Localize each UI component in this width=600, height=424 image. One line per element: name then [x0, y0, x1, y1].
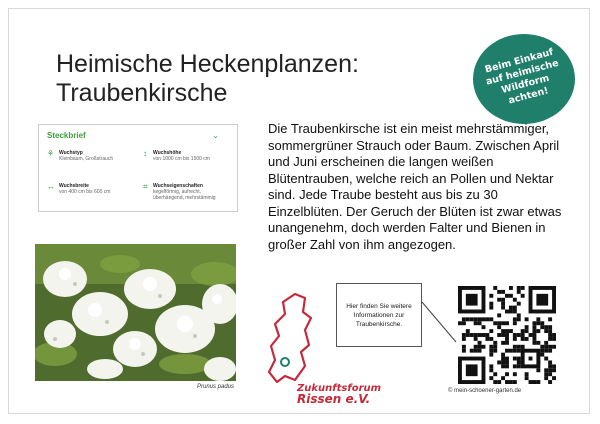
page-title [56, 50, 359, 108]
description-text: Die Traubenkirsche ist ein meist mehrstämmiger, sommergrüner Strauch oder Baum. Zwischen April und Juni erscheinen die langen weißen Blütentrauben, welche reich an Pollen und Nektar sind. Jede Traube besteht aus bis zu 30 Einzelblüten. Der Geruch der Blüten ist zwar etwas unangenehm, doch werden Falter und Bienen in großer Zahl von ihm angezogen. [268, 121, 562, 252]
steckbrief-label: Wuchseigenschaften [153, 183, 203, 189]
steckbrief-value: von 400 cm bis 600 cm [59, 189, 111, 195]
photo-caption: Prunus padus [197, 384, 235, 390]
title-line-2: Traubenkirsche [56, 79, 228, 107]
steckbrief-value: Kleinbaum, Großstrauch [59, 156, 114, 162]
steckbrief-header: Steckbrief [47, 131, 86, 140]
steckbrief-label: Wuchsbreite [59, 183, 89, 189]
pointer-line [420, 300, 460, 346]
plant-icon: ⚘ [47, 149, 55, 158]
steckbrief-card [38, 124, 238, 212]
qr-caption: © mein-schoener-garten.de [448, 388, 522, 394]
steckbrief-label: Wuchstyp [59, 150, 83, 156]
blossom-photo [35, 244, 236, 381]
wildform-badge [473, 34, 575, 124]
zukunftsforum-logo [265, 290, 315, 390]
steckbrief-label: Wuchshöhe [153, 150, 182, 156]
steckbrief-item [59, 183, 129, 195]
steckbrief-value: kegelförmig, aufrecht, überhängend, mehrstämmig [153, 189, 216, 201]
info-note-text: Hier finden Sie weitere Informationen zur Traubenkirsche. [346, 302, 412, 328]
info-note-box [336, 283, 422, 347]
steckbrief-item [59, 150, 129, 162]
badge-text: Beim Einkauf auf heimische Wildform achten! [483, 46, 560, 107]
logo-line-2: Rissen e.V. [297, 392, 371, 406]
logo-text [297, 383, 381, 405]
growth-icon: ⌗ [143, 182, 148, 191]
title-line-1: Heimische Heckenplanzen: [56, 50, 359, 78]
steckbrief-value: von 1000 cm bis 1500 cm [153, 156, 210, 162]
height-arrow-icon: ↕ [143, 149, 147, 158]
width-arrow-icon: ↔ [47, 182, 55, 191]
steckbrief-item [153, 150, 233, 162]
logo-line-1: Zukunftsforum [297, 383, 382, 394]
qr-code[interactable] [458, 286, 556, 389]
steckbrief-item [153, 183, 233, 201]
chevron-down-icon[interactable]: ⌄ [212, 131, 219, 140]
